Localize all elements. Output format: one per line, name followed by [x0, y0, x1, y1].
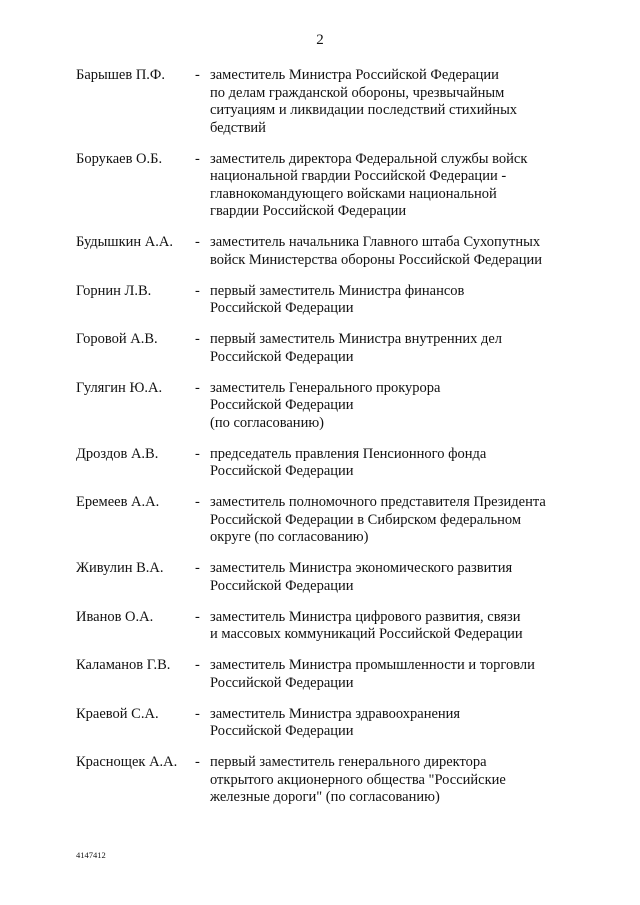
dash-separator: - — [195, 608, 200, 625]
member-position: заместитель начальника Главного штаба Сухопутных войск Министерства обороны Российской Федерации — [210, 234, 543, 268]
member-name: Гулягин Ю.А. — [76, 379, 163, 396]
member-position: заместитель Министра экономического развития Российской Федерации — [210, 560, 513, 594]
member-name: Дроздов А.В. — [76, 445, 159, 462]
list-item — [76, 67, 576, 137]
list-item — [76, 234, 576, 269]
member-position: заместитель Министра цифрового развития, связи и массовых коммуникаций Российской Федерации — [210, 608, 523, 642]
dash-separator: - — [195, 494, 200, 510]
list-item — [76, 494, 576, 547]
dash-separator: - — [195, 705, 200, 722]
member-position: председатель правления Пенсионного фонда Российской Федерации — [210, 445, 487, 479]
member-position: заместитель Генерального прокурора Российской Федерации (по согласованию) — [210, 379, 441, 431]
list-item — [76, 609, 576, 644]
dash-separator: - — [195, 560, 200, 576]
dash-separator: - — [195, 445, 200, 462]
member-name: Борукаев О.Б. — [76, 150, 163, 167]
dash-separator: - — [195, 282, 200, 299]
member-name: Горнин Л.В. — [76, 282, 152, 299]
list-item — [76, 754, 576, 807]
member-position: заместитель директора Федеральной службы войск национальной гвардии Российской Федерации - главнокомандующего войсками национальной гвардии Российской Федерации — [210, 150, 528, 219]
member-position: заместитель Министра Российской Федерации по делам гражданской обороны, чрезвычайным ситуациям и ликвидации последствий стихийных бедствий — [210, 67, 518, 136]
dash-separator: - — [195, 67, 200, 83]
list-item — [76, 331, 576, 366]
member-position: заместитель Министра здравоохранения Российской Федерации — [210, 705, 461, 739]
member-list — [76, 67, 576, 820]
list-item — [76, 706, 576, 741]
dash-separator: - — [195, 234, 200, 250]
dash-separator: - — [195, 379, 200, 396]
member-name: Каламанов Г.В. — [76, 657, 171, 673]
page-number: 2 — [316, 32, 324, 48]
member-name: Будышкин А.А. — [76, 234, 173, 250]
list-item — [76, 446, 576, 481]
dash-separator: - — [195, 657, 200, 673]
member-name: Барышев П.Ф. — [76, 67, 166, 83]
member-name: Краснощек А.А. — [76, 754, 178, 770]
member-name: Еремеев А.А. — [76, 494, 160, 510]
member-position: заместитель Министра промышленности и торговли Российской Федерации — [210, 657, 535, 691]
member-name: Горовой А.В. — [76, 331, 158, 347]
list-item — [76, 560, 576, 595]
list-item — [76, 151, 576, 221]
member-position: первый заместитель Министра внутренних дел Российской Федерации — [210, 331, 503, 365]
list-item — [76, 283, 576, 318]
dash-separator: - — [195, 150, 200, 167]
document-code: 4147412 — [76, 850, 106, 860]
list-item — [76, 657, 576, 692]
member-name: Иванов О.А. — [76, 608, 154, 625]
list-item — [76, 380, 576, 433]
member-position: заместитель полномочного представителя Президента Российской Федерации в Сибирском федеральном округе (по согласованию) — [210, 494, 546, 545]
member-name: Живулин В.А. — [76, 560, 164, 576]
member-position: первый заместитель генерального директора открытого акционерного общества "Российские железные дороги" (по согласованию) — [210, 754, 506, 805]
dash-separator: - — [195, 331, 200, 347]
member-name: Краевой С.А. — [76, 705, 159, 722]
dash-separator: - — [195, 754, 200, 770]
member-position: первый заместитель Министра финансов Российской Федерации — [210, 282, 465, 316]
